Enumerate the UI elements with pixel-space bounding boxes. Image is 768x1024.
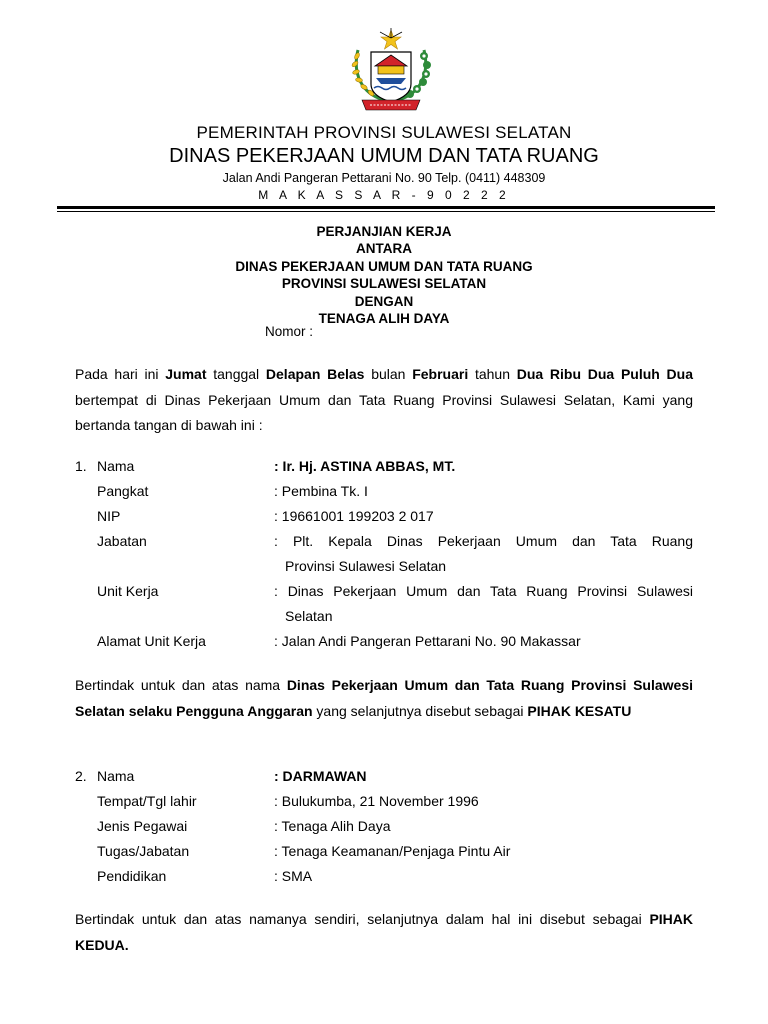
- party2-label: Tempat/Tgl lahir: [97, 793, 197, 809]
- party1-label: Alamat Unit Kerja: [97, 633, 206, 649]
- title-line: PERJANJIAN KERJA: [316, 224, 452, 239]
- party2-number: 2.: [75, 768, 87, 784]
- party2-value: : Tenaga Keamanan/Penjaga Pintu Air: [274, 843, 511, 859]
- party2-label: Nama: [97, 768, 135, 784]
- title-line: TENAGA ALIH DAYA: [318, 311, 450, 327]
- party2-label: Jenis Pegawai: [97, 818, 188, 834]
- party1-value-cont: Selatan: [285, 608, 333, 624]
- header-address: Jalan Andi Pangeran Pettarani No. 90 Telp. (0411) 448309: [222, 171, 546, 185]
- party1-label: Jabatan: [97, 533, 147, 549]
- header-rule-thick: [57, 206, 715, 209]
- party1-value: : Jalan Andi Pangeran Pettarani No. 90 Makassar: [274, 633, 581, 649]
- party1-label: NIP: [97, 508, 121, 524]
- title-line: DENGAN: [354, 293, 414, 309]
- document-number: Nomor :: [265, 324, 314, 339]
- header-rule-thin: [57, 211, 715, 212]
- title-line: PROVINSI SULAWESI SELATAN: [281, 276, 487, 292]
- party2-value: : DARMAWAN: [274, 768, 367, 784]
- party1-value: : Ir. Hj. ASTINA ABBAS, MT.: [274, 458, 456, 474]
- party1-value: : Dinas Pekerjaan Umum dan Tata Ruang Provinsi Sulawesi: [274, 583, 693, 599]
- document-title: [0, 223, 768, 327]
- party2-value: : Tenaga Alih Daya: [274, 818, 391, 834]
- header-agency: DINAS PEKERJAAN UMUM DAN TATA RUANG: [169, 145, 599, 167]
- header-government: PEMERINTAH PROVINSI SULAWESI SELATAN: [196, 123, 572, 142]
- intro-paragraph: Pada hari ini Jumat tanggal Delapan Belas bulan Februari tahun Dua Ribu Dua Puluh Dua bertempat di Dinas Pekerjaan Umum dan Tata Ruang Provinsi Sulawesi Selatan, Kami yang bertanda tangan di bawah ini :: [75, 366, 694, 433]
- party2-label: Tugas/Jabatan: [97, 843, 190, 859]
- party1-number: 1.: [75, 458, 87, 474]
- party2-value: : SMA: [274, 868, 313, 884]
- party1-label: Pangkat: [97, 483, 149, 499]
- party2-role-paragraph: Bertindak untuk dan atas namanya sendiri, selanjutnya dalam hal ini disebut sebagai PIHAK KEDUA.: [75, 911, 693, 953]
- party2-label: Pendidikan: [97, 868, 167, 884]
- title-line: ANTARA: [356, 241, 412, 257]
- party1-value: : Plt. Kepala Dinas Pekerjaan Umum dan Tata Ruang: [274, 533, 693, 549]
- party1-label: Unit Kerja: [97, 583, 159, 599]
- title-line: DINAS PEKERJAAN UMUM DAN TATA RUANG: [235, 258, 533, 274]
- party2-value: : Bulukumba, 21 November 1996: [274, 793, 479, 809]
- sulawesi-selatan-emblem-icon: [344, 28, 438, 114]
- header-city: M A K A S S A R - 9 0 2 2 2: [258, 188, 510, 202]
- party1-label: Nama: [97, 458, 135, 474]
- party1-value: : Pembina Tk. I: [274, 483, 368, 499]
- party1-role-paragraph: Bertindak untuk dan atas nama Dinas Pekerjaan Umum dan Tata Ruang Provinsi Sulawesi Selatan selaku Pengguna Anggaran yang selanjutnya disebut sebagai PIHAK KESATU: [75, 677, 693, 719]
- party1-value-cont: Provinsi Sulawesi Selatan: [285, 558, 447, 574]
- party1-value: : 19661001 199203 2 017: [274, 508, 434, 524]
